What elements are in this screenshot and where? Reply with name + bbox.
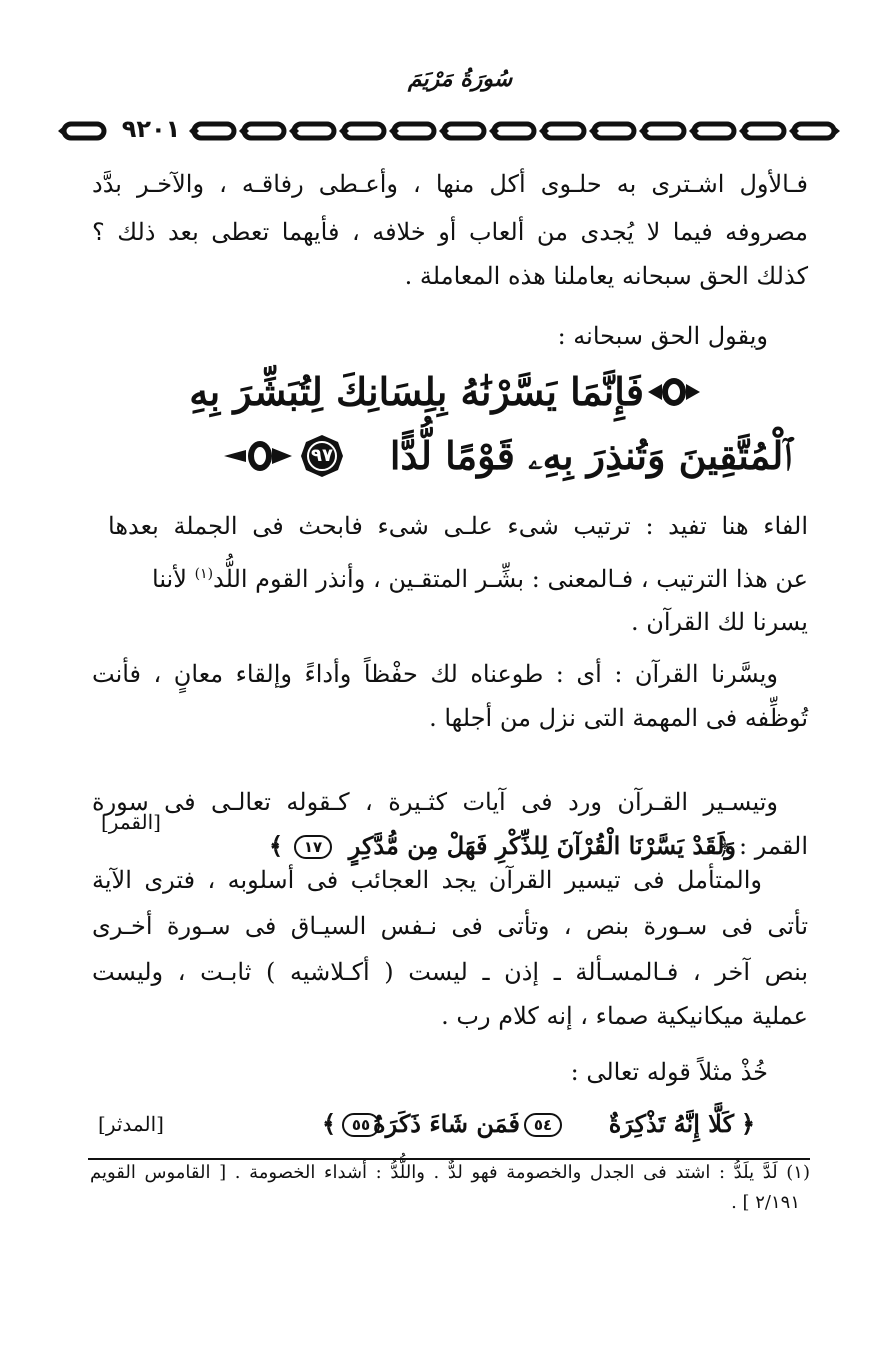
verse97-line1: فَإِنَّمَا يَسَّرْنَٰهُ بِلِسَانِكَ لِتُبَشِّرَ بِهِ [189, 369, 644, 414]
paragraph2-line1: الفاء هنا تفيد : ترتيب شىء علـى شىء فابحث فى الجملة بعدها [108, 512, 808, 540]
footnote-line1: (١) لَدَّ يلَدُّ : اشتد فى الجدل والخصومة فهو لدٌّ . واللُّدُّ : أشداء الخصومة . [ القاموس القويم [90, 1162, 810, 1183]
paragraph2-line3: يسرنا لك القرآن . [630, 608, 808, 636]
paragraph3-line1: ويسَّرنا القرآن : أى : طوعناه لك حفْظاً وأداءً وإلقاء معانٍ ، فأنت [92, 660, 778, 688]
paragraph1-line3: كذلك الحق سبحانه يعاملنا هذه المعاملة . [404, 262, 808, 290]
paragraph2-line2-end: لأننا [152, 565, 195, 593]
verse-start-ornament-icon [648, 372, 700, 412]
example-intro: خُذْ مثلاً قوله تعالى : [570, 1058, 768, 1086]
footnote-line2: ٢/١٩١ ] . [731, 1192, 800, 1213]
verse-end-ornament-icon [224, 436, 292, 476]
paragraph5-line1: والمتأمل فى تيسير القرآن يجد العجائب فى أسلوبه ، فترى الآية [92, 866, 762, 894]
paragraph2-line2-text: عن هذا الترتيب ، فـالمعنى : بشِّـر المتقـين ، وأنذر القوم اللُّد [213, 565, 808, 593]
ayah-54-number: ٥٤ [533, 1116, 553, 1134]
paragraph5-line4: عملية ميكانيكية صماء ، إنه كلام رب . [441, 1002, 808, 1030]
qamar-verse-quote: وَلَقَدْ يَسَّرْنَا الْقُرْآنَ لِلذِّكْرِ فَهَلْ مِن مُّدَّكِرٍ [348, 831, 736, 860]
paragraph2-line2 [92, 556, 808, 597]
reference-muddathir: [المدثر] [98, 1112, 164, 1136]
ayah-17-number: ١٧ [303, 838, 323, 856]
ayah-55-number: ٥٥ [351, 1116, 371, 1134]
muddathir-quote-part1: كَلَّا إِنَّهُ تَذْكِرَةٌ [608, 1109, 734, 1138]
paragraph1-line2: مصروفه فيما لا يُجدى من ألعاب أو خلافه ، فأيهما تعطى بعد ذلك ؟ [92, 218, 808, 246]
reference-qamar: [القمر] [101, 810, 161, 834]
page-number: ٩٢٠١ [118, 114, 184, 144]
muddathir-quote-part2: فَمَن شَاءَ ذَكَرَهُ [373, 1109, 520, 1138]
qamar-quote-close: ﴾ [268, 831, 284, 860]
paragraph4-line2-prefix: القمر : ﴿ [717, 832, 808, 860]
paragraph4-line1: وتيسـير القـرآن ورد فى آيات كثـيرة ، كـقوله تعالـى فى سورة [92, 788, 778, 816]
ayah-97-number: ٩٧ [311, 445, 333, 466]
paragraph5-line3: بنص آخر ، فـالمسـألة ـ إذن ـ ليست ( أكـلاشيه ) ثابـت ، وليست [92, 958, 808, 986]
paragraph1-line1: فـالأول اشـترى به حلـوى أكل منها ، وأعـطى رفاقـه ، والآخـر بدَّد [92, 170, 808, 198]
surah-title: سُورَةُ مَرْيَمَ [407, 66, 513, 92]
paragraph5-line2: تأتى فى سـورة بنص ، وتأتى فى نـفس السيـاق فى سـورة أخـرى [92, 912, 808, 940]
muddathir-quote-open: ﴿ [740, 1109, 756, 1138]
muddathir-quote-close: ﴾ [321, 1109, 337, 1138]
verse-intro: ويقول الحق سبحانه : [557, 322, 768, 350]
verse97-line2: ٱلْمُتَّقِينَ وَتُنذِرَ بِهِۦ قَوْمًا لُّدًّا [389, 433, 792, 478]
footnote-marker[interactable]: (١) [194, 566, 214, 582]
paragraph3-line2: تُوظِّفه فى المهمة التى نزل من أجلها . [429, 704, 808, 732]
